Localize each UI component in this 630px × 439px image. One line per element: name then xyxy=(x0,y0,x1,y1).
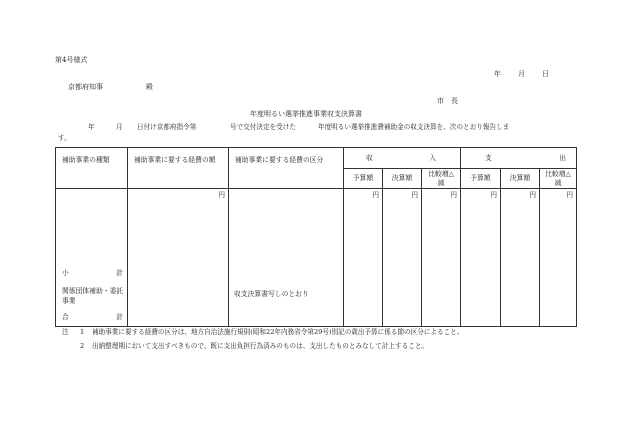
header-income-1: 収 xyxy=(366,153,373,162)
date-day-label: 日 xyxy=(542,70,549,78)
header-expense-1: 支 xyxy=(485,153,492,162)
header-income xyxy=(344,148,461,169)
sender: 市 長 xyxy=(437,97,458,105)
expense-diff-header: 比較増△ 減 xyxy=(540,169,577,189)
intro-number: 号で交付決定を受けた xyxy=(230,123,296,131)
intro-rest: 年度明るい選挙推進費補助金の収支決算を、次のとおり報告しま xyxy=(318,123,510,131)
class-note: 収支決算書写しのとおり xyxy=(234,290,309,298)
note-2-text: 出納整理期において支出すべきもので、既に支出負担行為済みのものは、支出したものとみなして計上すること。 xyxy=(92,342,429,350)
income-settled-header: 決算額 xyxy=(383,169,422,189)
report-table xyxy=(55,147,577,327)
header-income-2: 入 xyxy=(429,153,436,162)
subtotal-label-1: 小 xyxy=(62,269,69,277)
expense-settled-header: 決算額 xyxy=(501,169,540,189)
income-diff-header: 比較増△ 減 xyxy=(422,169,461,189)
header-type: 補助事業の種類 xyxy=(56,148,128,189)
addressee: 京都府知事 xyxy=(68,83,103,91)
total-label xyxy=(62,313,123,321)
intro-month: 月 xyxy=(116,123,123,131)
intro-continuation: す。 xyxy=(58,134,71,142)
note-1-text: 補助事業に要する経費の区分は、地方自治法施行規則(昭和22年内務省令第29号)別記の歳出予算に係る節の区分によること。 xyxy=(92,328,464,336)
header-cost: 補助事業に要する経費の額 xyxy=(128,148,229,189)
header-expense-2: 出 xyxy=(559,153,566,162)
income-settled-cell: 円 xyxy=(383,189,422,327)
total-label-1: 合 xyxy=(62,313,69,321)
income-budget-header: 予算額 xyxy=(344,169,383,189)
intro-year: 年 xyxy=(88,123,95,131)
type-cell xyxy=(56,189,128,327)
notes-lead: 注 xyxy=(62,328,69,336)
expense-budget-cell: 円 xyxy=(461,189,501,327)
cost-amount-cell: 円 xyxy=(128,189,229,327)
document-title: 年度明るい選挙推進事業収支決算書 xyxy=(250,110,362,118)
honorific: 殿 xyxy=(146,83,153,91)
intro-ref: 日付け京都府指令第 xyxy=(137,123,197,131)
header-class: 補助事業に要する経費の区分 xyxy=(229,148,344,189)
header-expense xyxy=(461,148,577,169)
expense-budget-header: 予算額 xyxy=(461,169,501,189)
expense-settled-cell: 円 xyxy=(501,189,540,327)
date-year-label: 年 xyxy=(494,70,501,78)
date-month-label: 月 xyxy=(518,70,525,78)
note-1-number: 1 xyxy=(80,328,85,336)
expense-diff-cell: 円 xyxy=(540,189,577,327)
subtotal-label-2: 計 xyxy=(116,269,123,277)
class-cell xyxy=(229,189,344,327)
form-number: 第4号様式 xyxy=(55,56,88,64)
total-label-2: 計 xyxy=(116,313,123,321)
income-diff-cell: 円 xyxy=(422,189,461,327)
note-2-number: 2 xyxy=(80,342,85,350)
subtotal-label xyxy=(62,269,123,277)
income-budget-cell: 円 xyxy=(344,189,383,327)
group-label: 関係団体補助・委託事業 xyxy=(62,287,124,305)
